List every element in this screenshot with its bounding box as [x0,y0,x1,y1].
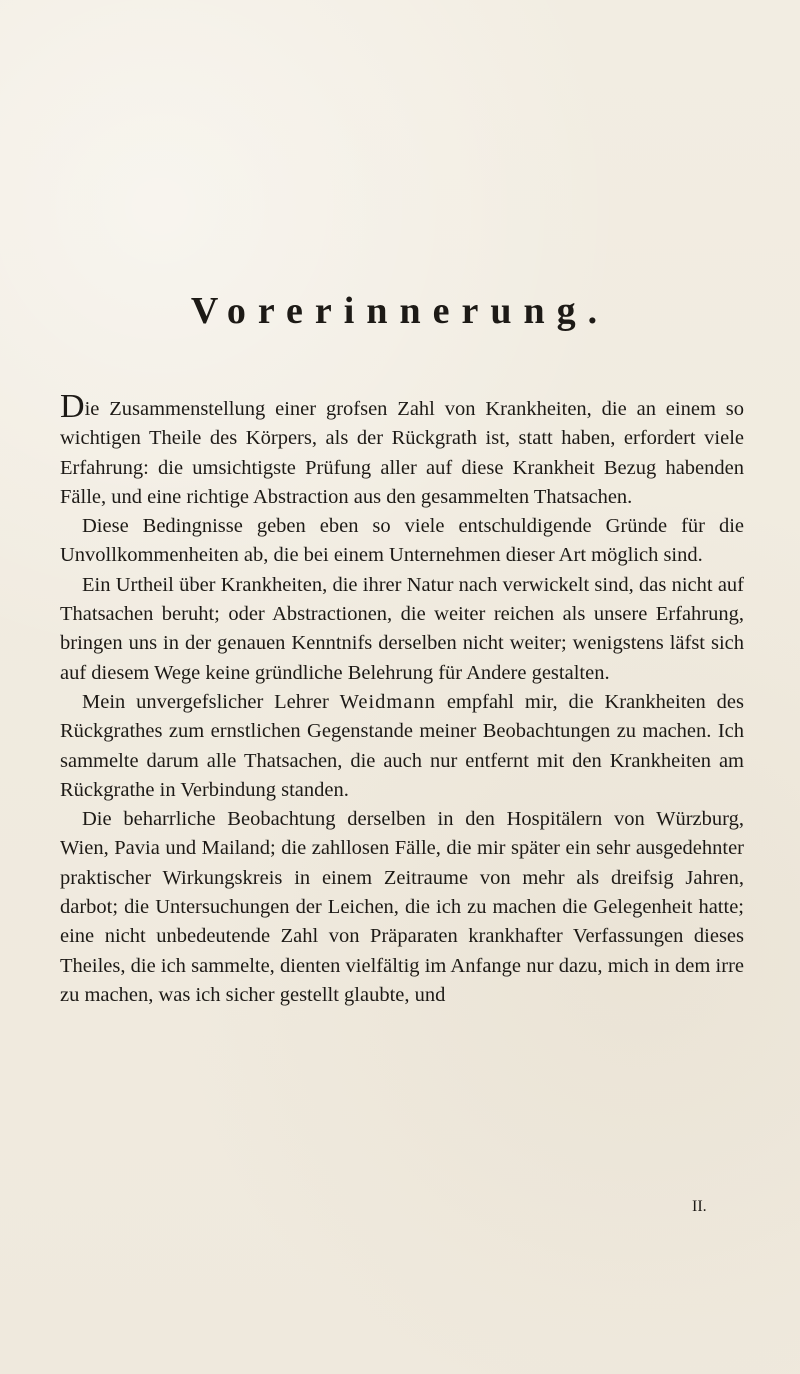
paragraph-2: Diese Bedingnisse geben eben so viele entschuldigende Gründe für die Unvollkommenheiten ab, die bei einem Unternehmen dieser Art möglich sind. [60,515,744,567]
paragraph-1 [60,390,744,512]
teacher-name: Weidmann [339,690,436,713]
signature-mark: II. [692,1198,707,1215]
paragraph-1-text: ie Zusammenstellung einer grofsen Zahl von Krankheiten, die an einem so wichtigen Theile des Körpers, als der Rückgrath ist, statt haben, erfordert viele Erfahrung: die umsichtigste Prüfung aller auf diese Krankheit Bezug habenden Fälle, und eine richtige Abstraction aus den gesammelten Thatsachen. [60,398,744,508]
page-title: Vorerinnerung. [190,290,610,332]
drop-cap: D [60,388,85,425]
paragraph-4 [60,688,744,805]
paragraph-5: Die beharrliche Beobachtung derselben in den Hospitälern von Würzburg, Wien, Pavia und Mailand; die zahllosen Fälle, die mir später ein sehr ausgedehnter praktischer Wirkungskreis in einem Zeitraume von mehr als dreifsig Jahren, darbot; die Untersuchungen der Leichen, die ich zu machen die Gelegenheit hatte; eine nicht unbedeutende Zahl von Präparaten krankhafter Verfassungen dieses Theiles, die ich sammelte, dienten vielfältig im Anfange nur dazu, mich in dem irre zu machen, was ich sicher gestellt glaubte, und [60,808,744,1006]
paragraph-3: Ein Urtheil über Krankheiten, die ihrer Natur nach verwickelt sind, das nicht auf Thatsachen beruht; oder Abstractionen, die weiter reichen als unsere Erfahrung, bringen uns in der genauen Kenntnifs derselben nicht weiter; wenigstens läfst sich auf diesem Wege keine gründliche Belehrung für Andere gestalten. [60,573,744,684]
paragraph-4-text-before: Mein unvergefslicher Lehrer [82,690,340,713]
main-text [60,390,744,1010]
paragraph-4-text-after: empfahl mir, die Krankheiten des Rückgrathes zum ernstlichen Gegenstande meiner Beobachtungen zu machen. Ich sammelte darum alle Thatsachen, die auch nur entfernt mit den Krankheiten am Rückgrathe in Verbindung standen. [60,690,744,801]
